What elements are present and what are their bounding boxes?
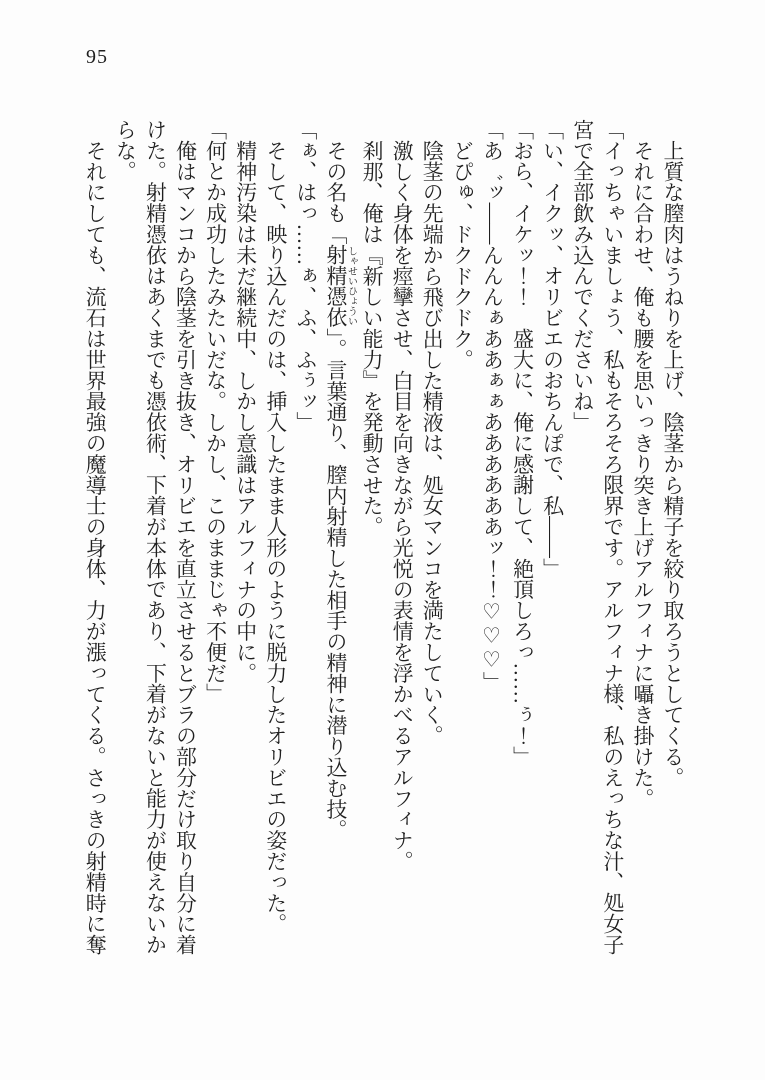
text-line: 激しく身体を痙攣させ、白目を向きながら光悦の表情を浮かべるアルフィナ。 [389,139,414,872]
text-line: 精神汚染は未だ継続中、しかし意識はアルフィナの中に。 [232,139,257,684]
text-line: 「おら、イケッ！！ 盛大に、俺に感謝して、絶頂しろっ……ぅ！」 [509,119,534,767]
text-line: 「あ゛ッ――んんんぁああぁぁああああああッ！！♡♡♡」 [479,119,504,693]
text-line: 「何とか成功したみたいだな。しかし、このままじゃ不便だ」 [202,119,227,705]
vertical-text-block [83,119,687,964]
text-line: けた。射精憑依はあくまでも憑依術、下着が本体であり、下着がないと能力が使えないか [142,119,167,955]
text-line: 宮で全部飲み込んでくださいね」 [569,119,594,433]
text-line: それにしても、流石は世界最強の魔導士の身体、力が漲ってくる。さっきの射精時に奪 [82,139,107,955]
furigana-ruby: 射精憑依しゃせいひょうい [322,244,357,328]
text-line: その名も「射精憑依しゃせいひょうい」。言葉通り、膣内射精した相手の精神に潜り込む技。 [322,139,357,841]
page-number: 95 [86,46,108,68]
text-line: 陰茎の先端から飛び出した精液は、処女マンコを満たしていく。 [419,139,444,746]
text-line: それに合わせ、俺も腰を思いっきり突き上げアルフィナに囁き掛けた。 [629,139,654,809]
text-line: 「い、イクッ、オリビエのおちんぽで、私――」 [539,119,564,579]
text-line: そして、映り込んだのは、挿入したまま人形のように脱力したオリビエの姿だった。 [262,139,287,935]
furigana-reading: しゃせいひょうい [345,244,357,328]
text-line: 刹那、俺は『新しい能力』を発動させた。 [359,139,384,537]
text-line: どぴゅ、ドクドクドク。 [449,139,474,370]
text-line: らな。 [112,119,137,182]
text-line: 「ぁ、はっ……ぁ、ふ、ふぅッ」 [292,119,317,433]
text-line: 俺はマンコから陰茎を引き抜き、オリビエを直立させるとブラの部分だけ取り自分に着 [172,139,197,955]
text-line: 上質な膣肉はうねりを上げ、陰茎から精子を絞り取ろうとしてくる。 [660,139,684,788]
text-line: 「イっちゃいましょう、私もそろそろ限界です。アルフィナ様、私のえっちな汁、処女子 [599,119,624,955]
